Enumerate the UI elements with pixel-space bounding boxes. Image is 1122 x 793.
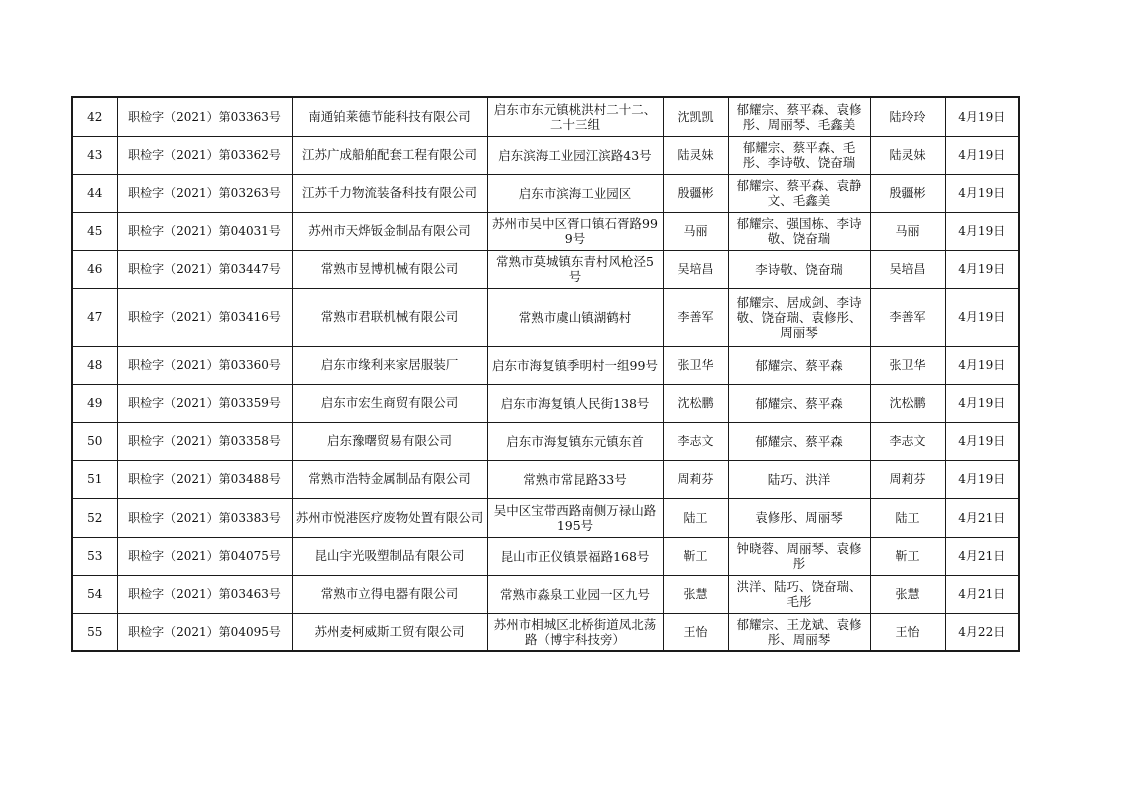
- inspection-records-table: [71, 96, 1020, 652]
- certificate-number-cell: 职检字（2021）第03363号: [117, 97, 292, 136]
- company-name-cell: 苏州市悦港医疗废物处置有限公司: [292, 498, 487, 537]
- company-name-cell: 江苏千力物流装备科技有限公司: [292, 174, 487, 212]
- row-number-cell: 54: [72, 575, 117, 613]
- contact-person-cell: 马丽: [663, 212, 728, 250]
- inspectors-cell: 郁耀宗、王龙斌、袁修彤、周丽琴: [728, 613, 870, 651]
- table-row: [72, 136, 1019, 174]
- table-body: [72, 97, 1019, 651]
- company-name-cell: 常熟市昱博机械有限公司: [292, 250, 487, 288]
- contact-person-cell: 沈松鹏: [663, 384, 728, 422]
- inspectors-cell: 李诗敬、饶奋瑞: [728, 250, 870, 288]
- row-number-cell: 53: [72, 537, 117, 575]
- inspectors-cell: 郁耀宗、蔡平森、袁修彤、周丽琴、毛鑫美: [728, 97, 870, 136]
- certificate-number-cell: 职检字（2021）第03358号: [117, 422, 292, 460]
- certificate-number-cell: 职检字（2021）第03488号: [117, 460, 292, 498]
- company-address-cell: 昆山市正仪镇景福路168号: [487, 537, 663, 575]
- company-address-cell: 常熟市虞山镇湖鹤村: [487, 288, 663, 346]
- company-name-cell: 启东市宏生商贸有限公司: [292, 384, 487, 422]
- contact-person-cell: 沈凯凯: [663, 97, 728, 136]
- company-address-cell: 常熟市淼泉工业园一区九号: [487, 575, 663, 613]
- row-number-cell: 55: [72, 613, 117, 651]
- table-row: [72, 346, 1019, 384]
- company-address-cell: 启东市东元镇桃洪村二十二、二十三组: [487, 97, 663, 136]
- company-address-cell: 启东市海复镇东元镇东首: [487, 422, 663, 460]
- inspectors-cell: 郁耀宗、蔡平森: [728, 422, 870, 460]
- signer-cell: 李志文: [870, 422, 945, 460]
- company-address-cell: 启东滨海工业园江滨路43号: [487, 136, 663, 174]
- contact-person-cell: 陆工: [663, 498, 728, 537]
- inspection-date-cell: 4月19日: [945, 136, 1019, 174]
- inspection-date-cell: 4月19日: [945, 346, 1019, 384]
- row-number-cell: 52: [72, 498, 117, 537]
- company-name-cell: 南通铂莱德节能科技有限公司: [292, 97, 487, 136]
- contact-person-cell: 李善军: [663, 288, 728, 346]
- table-row: [72, 250, 1019, 288]
- certificate-number-cell: 职检字（2021）第03447号: [117, 250, 292, 288]
- inspection-date-cell: 4月19日: [945, 212, 1019, 250]
- inspectors-cell: 袁修彤、周丽琴: [728, 498, 870, 537]
- inspectors-cell: 陆巧、洪洋: [728, 460, 870, 498]
- inspectors-cell: 郁耀宗、蔡平森: [728, 384, 870, 422]
- company-address-cell: 启东市滨海工业园区: [487, 174, 663, 212]
- row-number-cell: 43: [72, 136, 117, 174]
- inspection-date-cell: 4月19日: [945, 174, 1019, 212]
- contact-person-cell: 吴培昌: [663, 250, 728, 288]
- certificate-number-cell: 职检字（2021）第03359号: [117, 384, 292, 422]
- company-address-cell: 常熟市莫城镇东青村风枪泾5号: [487, 250, 663, 288]
- inspectors-cell: 郁耀宗、居成剑、李诗敬、饶奋瑞、袁修彤、周丽琴: [728, 288, 870, 346]
- certificate-number-cell: 职检字（2021）第03263号: [117, 174, 292, 212]
- row-number-cell: 50: [72, 422, 117, 460]
- company-address-cell: 苏州市吴中区胥口镇石胥路999号: [487, 212, 663, 250]
- certificate-number-cell: 职检字（2021）第04075号: [117, 537, 292, 575]
- company-name-cell: 苏州麦柯威斯工贸有限公司: [292, 613, 487, 651]
- row-number-cell: 47: [72, 288, 117, 346]
- company-address-cell: 常熟市常昆路33号: [487, 460, 663, 498]
- row-number-cell: 46: [72, 250, 117, 288]
- table-row: [72, 537, 1019, 575]
- certificate-number-cell: 职检字（2021）第03416号: [117, 288, 292, 346]
- certificate-number-cell: 职检字（2021）第03383号: [117, 498, 292, 537]
- company-name-cell: 昆山宇光吸塑制品有限公司: [292, 537, 487, 575]
- company-name-cell: 苏州市天烨钣金制品有限公司: [292, 212, 487, 250]
- contact-person-cell: 张慧: [663, 575, 728, 613]
- contact-person-cell: 张卫华: [663, 346, 728, 384]
- contact-person-cell: 陆灵妹: [663, 136, 728, 174]
- table-row: [72, 174, 1019, 212]
- certificate-number-cell: 职检字（2021）第04031号: [117, 212, 292, 250]
- inspectors-cell: 郁耀宗、蔡平森、袁静文、毛鑫美: [728, 174, 870, 212]
- signer-cell: 张慧: [870, 575, 945, 613]
- inspection-date-cell: 4月21日: [945, 537, 1019, 575]
- inspection-date-cell: 4月19日: [945, 422, 1019, 460]
- row-number-cell: 45: [72, 212, 117, 250]
- company-name-cell: 启东豫曙贸易有限公司: [292, 422, 487, 460]
- signer-cell: 王怡: [870, 613, 945, 651]
- inspection-date-cell: 4月19日: [945, 97, 1019, 136]
- signer-cell: 周莉芬: [870, 460, 945, 498]
- row-number-cell: 49: [72, 384, 117, 422]
- inspectors-cell: 钟晓蓉、周丽琴、袁修彤: [728, 537, 870, 575]
- signer-cell: 陆灵妹: [870, 136, 945, 174]
- signer-cell: 殷疆彬: [870, 174, 945, 212]
- inspectors-cell: 郁耀宗、蔡平森: [728, 346, 870, 384]
- signer-cell: 陆工: [870, 498, 945, 537]
- inspection-date-cell: 4月21日: [945, 575, 1019, 613]
- table-row: [72, 575, 1019, 613]
- company-name-cell: 常熟市浩特金属制品有限公司: [292, 460, 487, 498]
- inspection-date-cell: 4月19日: [945, 250, 1019, 288]
- company-address-cell: 启东市海复镇人民街138号: [487, 384, 663, 422]
- table-row: [72, 422, 1019, 460]
- inspectors-cell: 郁耀宗、蔡平森、毛彤、李诗敬、饶奋瑞: [728, 136, 870, 174]
- signer-cell: 吴培昌: [870, 250, 945, 288]
- contact-person-cell: 周莉芬: [663, 460, 728, 498]
- table-row: [72, 613, 1019, 651]
- certificate-number-cell: 职检字（2021）第03463号: [117, 575, 292, 613]
- inspection-date-cell: 4月19日: [945, 384, 1019, 422]
- company-name-cell: 常熟市君联机械有限公司: [292, 288, 487, 346]
- inspection-date-cell: 4月22日: [945, 613, 1019, 651]
- company-address-cell: 启东市海复镇季明村一组99号: [487, 346, 663, 384]
- signer-cell: 沈松鹏: [870, 384, 945, 422]
- inspection-date-cell: 4月19日: [945, 460, 1019, 498]
- signer-cell: 马丽: [870, 212, 945, 250]
- contact-person-cell: 李志文: [663, 422, 728, 460]
- signer-cell: 靳工: [870, 537, 945, 575]
- inspection-date-cell: 4月19日: [945, 288, 1019, 346]
- table-row: [72, 460, 1019, 498]
- table-row: [72, 212, 1019, 250]
- certificate-number-cell: 职检字（2021）第03360号: [117, 346, 292, 384]
- inspection-date-cell: 4月21日: [945, 498, 1019, 537]
- company-name-cell: 启东市缘利来家居服装厂: [292, 346, 487, 384]
- signer-cell: 张卫华: [870, 346, 945, 384]
- company-address-cell: 吴中区宝带西路南侧万禄山路195号: [487, 498, 663, 537]
- company-name-cell: 江苏广成船舶配套工程有限公司: [292, 136, 487, 174]
- row-number-cell: 51: [72, 460, 117, 498]
- row-number-cell: 42: [72, 97, 117, 136]
- signer-cell: 李善军: [870, 288, 945, 346]
- inspectors-cell: 郁耀宗、强国栋、李诗敬、饶奋瑞: [728, 212, 870, 250]
- table-row: [72, 288, 1019, 346]
- contact-person-cell: 靳工: [663, 537, 728, 575]
- certificate-number-cell: 职检字（2021）第03362号: [117, 136, 292, 174]
- table-row: [72, 97, 1019, 136]
- signer-cell: 陆玲玲: [870, 97, 945, 136]
- contact-person-cell: 殷疆彬: [663, 174, 728, 212]
- company-name-cell: 常熟市立得电器有限公司: [292, 575, 487, 613]
- contact-person-cell: 王怡: [663, 613, 728, 651]
- table-row: [72, 498, 1019, 537]
- company-address-cell: 苏州市相城区北桥街道凤北荡路（博宇科技旁）: [487, 613, 663, 651]
- row-number-cell: 48: [72, 346, 117, 384]
- inspectors-cell: 洪洋、陆巧、饶奋瑞、毛彤: [728, 575, 870, 613]
- row-number-cell: 44: [72, 174, 117, 212]
- certificate-number-cell: 职检字（2021）第04095号: [117, 613, 292, 651]
- table-row: [72, 384, 1019, 422]
